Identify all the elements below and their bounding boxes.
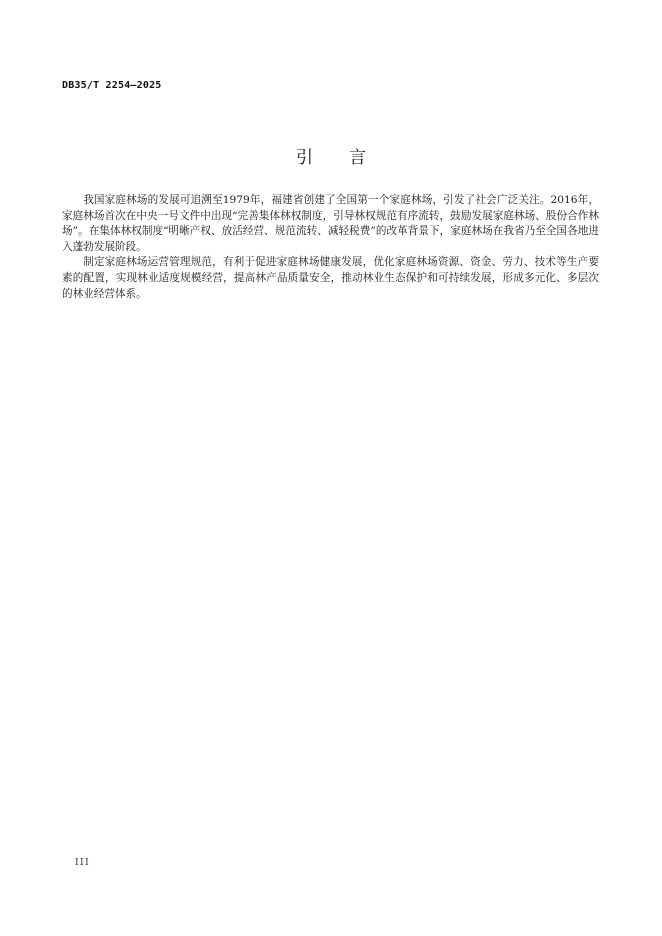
introduction-body [62,193,599,302]
page-number: III [75,858,91,868]
page-title: 引言 [296,148,402,168]
standard-code-header: DB35/T 2254—2025 [62,80,162,91]
paragraph-2: 制定家庭林场运营管理规范，有利于促进家庭林场健康发展，优化家庭林场资源、资金、劳力、技术等生产要素的配置，实现林业适度规模经营，提高林产品质量安全，推动林业生态保护和可持续发展，形成多元化、多层次的林业经营体系。 [62,256,599,300]
paragraph-1: 我国家庭林场的发展可追溯至1979年，福建省创建了全国第一个家庭林场，引发了社会广泛关注。2016年，家庭林场首次在中央一号文件中出现“完善集体林权制度，引导林权规范有序流转，鼓励发展家庭林场、股份合作林场”。在集体林权制度“明晰产权、放活经营、规范流转、减轻税费”的改革背景下，家庭林场在我省乃至全国各地进入蓬勃发展阶段。 [62,194,599,253]
